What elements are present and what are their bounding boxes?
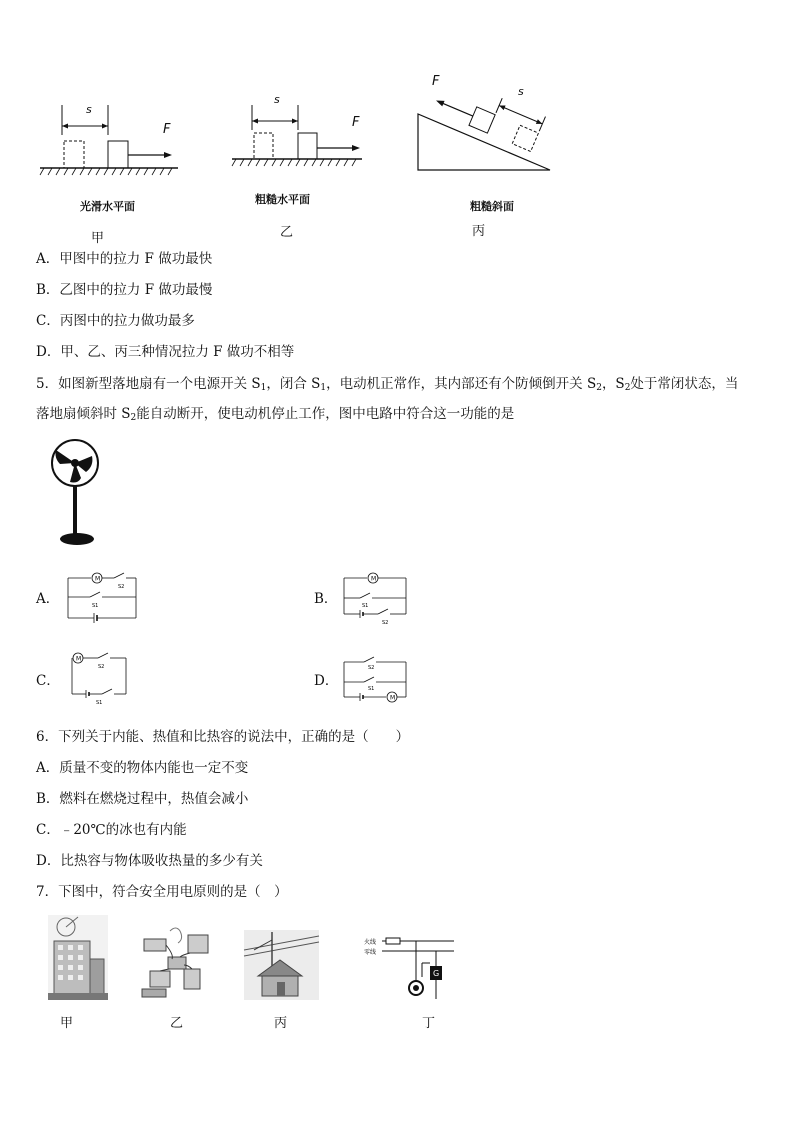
- fig-yi-F: F: [352, 115, 360, 130]
- circuit-d-s2: S2: [368, 665, 375, 671]
- fig-jia-s: s: [86, 103, 92, 116]
- fig-jia-F: F: [163, 122, 171, 137]
- circuit-c-motor: M: [76, 655, 82, 663]
- circuit-a-s1: S1: [92, 603, 99, 609]
- q6-stem: 6．下列关于内能、热值和比热容的说法中，正确的是（ ）: [36, 729, 410, 745]
- q5-stem-line2: 落地扇倾斜时 $S_2$能自动断开，使电动机停止工作，图中电路中符合这一功能的是: [36, 406, 515, 423]
- circuit-d-motor: M: [390, 694, 396, 702]
- fig-jia-caption: 光滑水平面: [80, 200, 135, 213]
- q6-option-a: A．质量不变的物体内能也一定不变: [36, 760, 249, 776]
- q7-picture-ding: [364, 933, 459, 1008]
- q6-option-c: C．﹣20℃的冰也有内能: [36, 822, 187, 838]
- q5-option-d: D．: [314, 673, 339, 689]
- circuit-c: [66, 648, 146, 706]
- circuit-c-s1: S1: [96, 700, 103, 706]
- circuit-b-s2: S2: [382, 620, 389, 626]
- circuit-b-s1: S1: [362, 603, 369, 609]
- circuit-d: [342, 650, 422, 708]
- q7-picture-yi: [140, 925, 215, 1000]
- q7-label-yi: 乙: [170, 1016, 184, 1031]
- fig-bing-label: 丙: [472, 224, 486, 239]
- circuit-b: [342, 568, 422, 630]
- q5-option-b: B．: [314, 591, 338, 607]
- q6-option-d: D．比热容与物体吸收热量的多少有关: [36, 853, 263, 869]
- circuit-d-s1: S1: [368, 686, 375, 692]
- q7-picture-jia: [48, 915, 108, 1000]
- wire-neutral-label: 零线: [364, 949, 377, 956]
- q7-label-jia: 甲: [60, 1016, 74, 1031]
- fig-bing-caption: 粗糙斜面: [470, 200, 514, 213]
- fig-yi-caption: 粗糙水平面: [255, 193, 310, 206]
- floor-fan-image: [48, 438, 108, 550]
- fig-bing-F: F: [432, 74, 440, 89]
- q5-stem-line1: 5．如图新型落地扇有一个电源开关 $S_1$，闭合 $S_1$，电动机正常作，其内部还有个防倾倒开关 $S_2$，$S_2$处于常闭状态，当: [36, 376, 739, 393]
- figure-yi-diagram: [232, 95, 382, 185]
- figure-jia-diagram: [40, 95, 190, 185]
- circuit-a: [66, 568, 146, 628]
- q5-option-a: A．: [36, 591, 60, 607]
- circuit-c-s2: S2: [98, 664, 105, 670]
- q4-option-c: C．丙图中的拉力做功最多: [36, 313, 195, 329]
- q7-label-ding: 丁: [422, 1016, 436, 1031]
- q7-stem: 7．下图中，符合安全用电原则的是（ ）: [36, 884, 288, 900]
- q6-option-b: B．燃料在燃烧过程中，热值会减小: [36, 791, 249, 807]
- q4-option-d: D．甲、乙、丙三种情况拉力 F 做功不相等: [36, 344, 295, 360]
- fig-bing-s: s: [518, 85, 524, 98]
- q5-option-c: C．: [36, 673, 60, 689]
- q7-label-bing: 丙: [274, 1016, 288, 1031]
- circuit-b-motor: M: [371, 575, 377, 583]
- q4-option-b: B．乙图中的拉力 F 做功最慢: [36, 282, 213, 298]
- svg-text:G: G: [433, 969, 440, 978]
- q4-option-a: A．甲图中的拉力 F 做功最快: [36, 251, 213, 267]
- circuit-a-motor: M: [95, 575, 101, 583]
- fig-yi-s: s: [274, 93, 280, 106]
- fig-jia-label: 甲: [91, 231, 105, 246]
- circuit-a-s2: S2: [118, 584, 125, 590]
- fig-yi-label: 乙: [280, 225, 294, 240]
- q7-picture-bing: [244, 930, 319, 1000]
- wire-live-label: 火线: [364, 939, 377, 946]
